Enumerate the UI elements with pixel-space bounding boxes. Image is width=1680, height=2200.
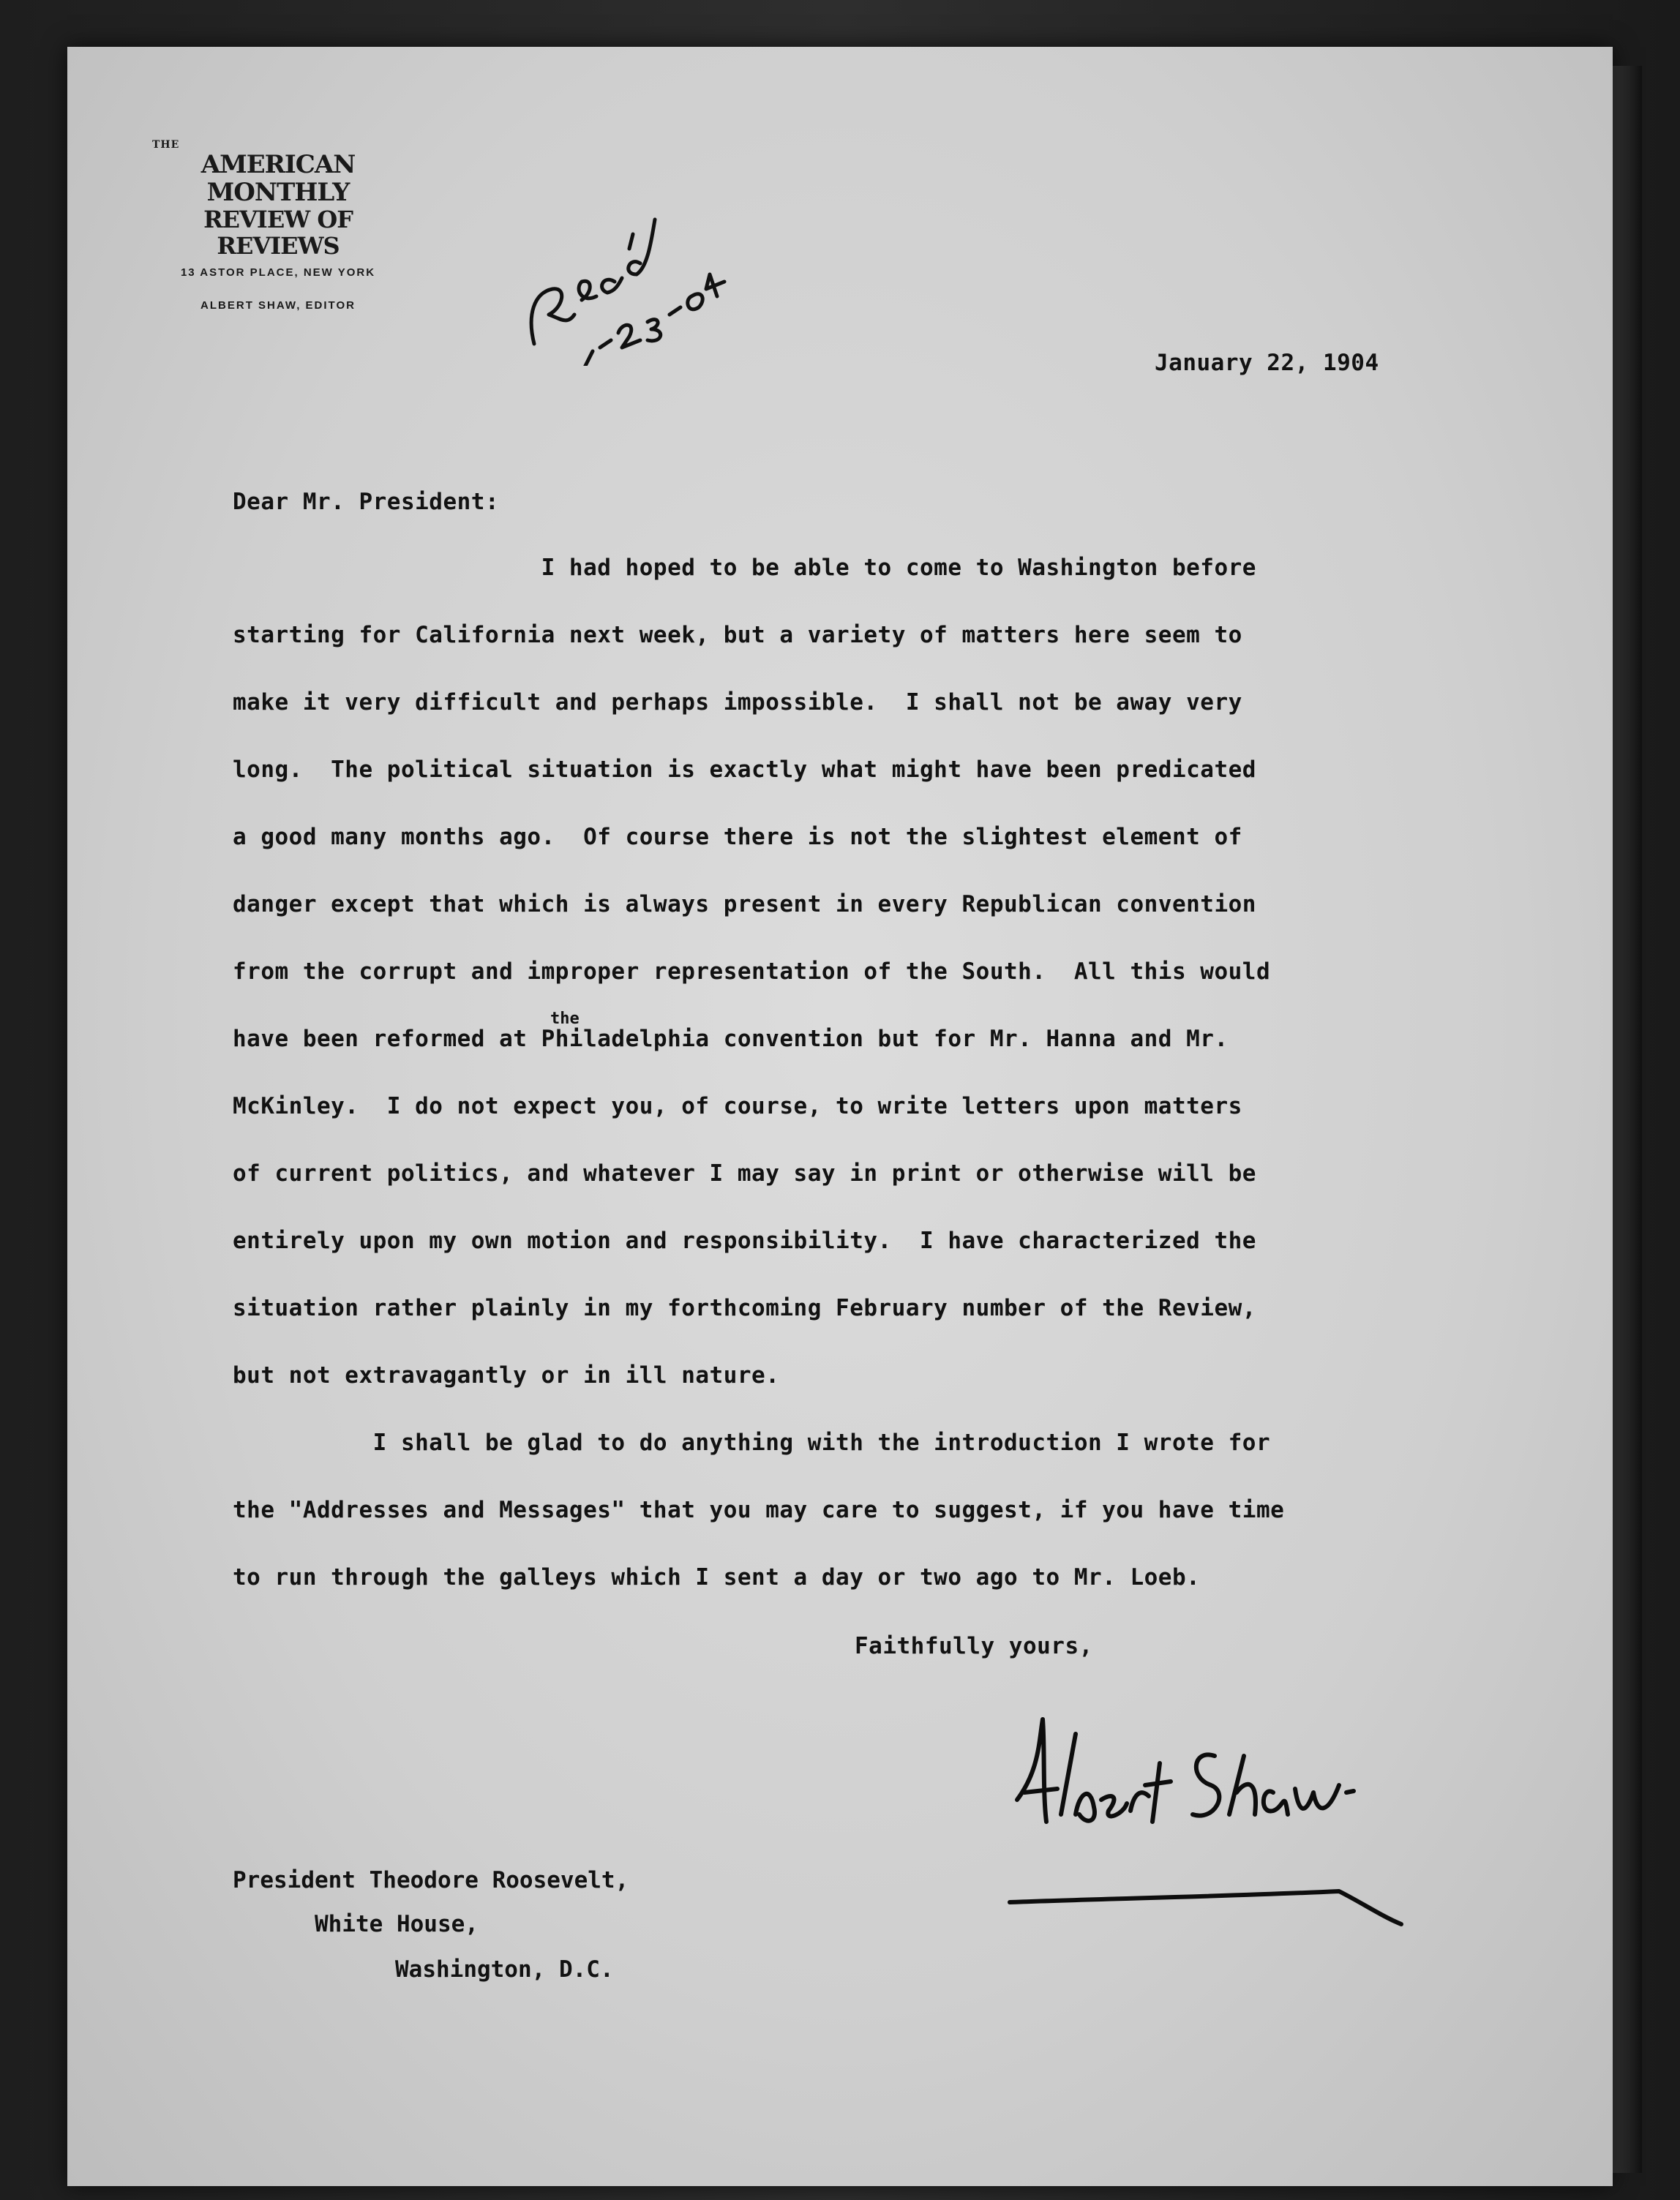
- body-line: of current politics, and whatever I may say in print or otherwise will be: [233, 1160, 1256, 1187]
- body-line: danger except that which is always present in every Republican convention: [233, 891, 1256, 917]
- body-line: I shall be glad to do anything with the introduction I wrote for: [233, 1430, 1271, 1456]
- body-line: but not extravagantly or in ill nature.: [233, 1362, 780, 1389]
- body-line: entirely upon my own motion and responsibility. I have characterized the: [233, 1228, 1256, 1254]
- body-line: starting for California next week, but a variety of matters here seem to: [233, 622, 1242, 648]
- body-line: situation rather plainly in my forthcoming February number of the Review,: [233, 1295, 1256, 1321]
- letterhead-editor: ALBERT SHAW, EDITOR: [200, 299, 356, 312]
- letter-date: January 22, 1904: [1155, 350, 1379, 376]
- letterhead-address: 13 ASTOR PLACE, NEW YORK: [180, 266, 376, 279]
- letterhead-the: THE: [152, 139, 180, 151]
- body-line: McKinley. I do not expect you, of course, to write letters upon matters: [233, 1093, 1242, 1119]
- letterhead-title-line2: REVIEW OF REVIEWS: [203, 206, 353, 260]
- salutation: Dear Mr. President:: [233, 489, 500, 515]
- letterhead-title-line1: AMERICAN MONTHLY: [200, 150, 356, 207]
- body-line: a good many months ago. Of course there is not the slightest element of: [233, 824, 1242, 850]
- recipient-name: President Theodore Roosevelt,: [233, 1867, 629, 1893]
- body-line: to run through the galleys which I sent a day or two ago to Mr. Loeb.: [233, 1564, 1201, 1591]
- inserted-word: the: [550, 1010, 580, 1028]
- closing: Faithfully yours,: [855, 1633, 1093, 1659]
- recipient-city: Washington, D.C.: [395, 1956, 614, 1983]
- body-line: the "Addresses and Messages" that you may care to suggest, if you have time: [233, 1497, 1285, 1523]
- handwritten-signature: [995, 1705, 1420, 1946]
- paper-edge-shadow: [1613, 66, 1642, 2173]
- body-line: have been reformed at Philadelphia convention but for Mr. Hanna and Mr.: [233, 1026, 1229, 1052]
- handwritten-received-note: [512, 205, 746, 366]
- letterhead: [146, 139, 410, 312]
- body-line: long. The political situation is exactly what might have been predicated: [233, 757, 1256, 783]
- body-line: make it very difficult and perhaps impossible. I shall not be away very: [233, 689, 1242, 716]
- body-line: from the corrupt and improper representation of the South. All this would: [233, 958, 1271, 985]
- recipient-address-line: White House,: [315, 1911, 479, 1937]
- body-line: I had hoped to be able to come to Washington before: [233, 555, 1256, 581]
